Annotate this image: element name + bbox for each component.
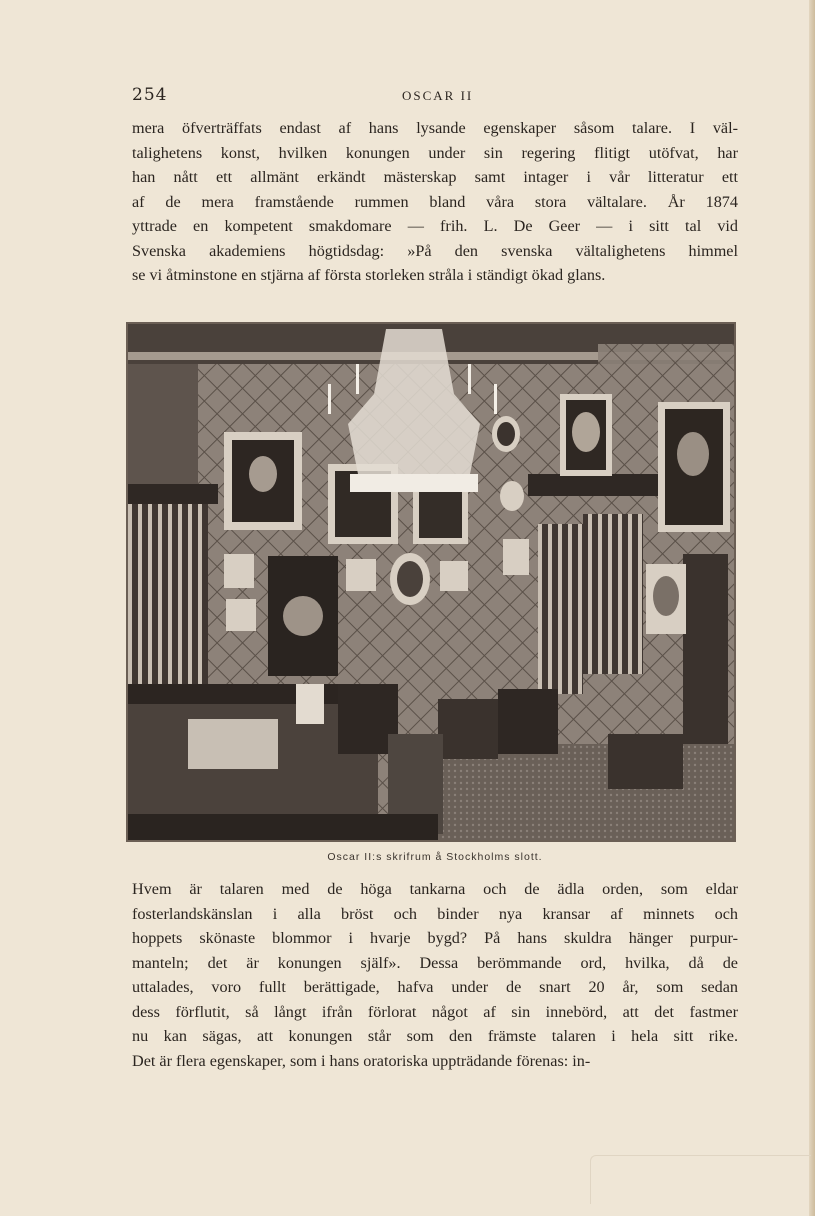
text-line: han nått ett allmänt erkändt mästerskap samt intager i vår litteratur ett: [132, 168, 738, 186]
page-header: [132, 85, 738, 107]
text-line: Hvem är talaren med de höga tankarna och de ädla orden, som eldar: [132, 880, 738, 898]
paragraph-bottom: [132, 877, 738, 1073]
page-corner-mark: [590, 1155, 811, 1204]
running-title: OSCAR II: [402, 88, 474, 103]
text-line: Svenska akademiens högtidsdag: »På den svenska vältalighetens himmel: [132, 241, 738, 260]
text-line: uttalades, voro fullt berättigade, hafva under de snart 20 år, som sedan: [132, 978, 738, 996]
text-line: manteln; det är konungen själf». Dessa berömmande ord, hvilka, då de: [132, 953, 738, 972]
paragraph-top: [132, 116, 738, 288]
text-line: nu kan sägas, att konungen står som den främste talaren i hela sitt rike.: [132, 1027, 738, 1045]
text-line: mera öfverträffats endast af hans lysande egenskaper såsom talare. I väl-: [132, 119, 738, 137]
text-line: hoppets skönaste blommor i hvarje bygd? På hans skuldra hänger purpur-: [132, 929, 738, 947]
text-line: yttrade en kompetent smakdomare — frih. L. De Geer — i sitt tal vid: [132, 217, 738, 235]
text-line: fosterlandskänslan i alla bröst och binder nya kransar af minnets och: [132, 904, 738, 923]
text-line: talighetens konst, hvilken konungen under sin regering flitigt utöfvat, har: [132, 143, 738, 162]
room-photograph: [126, 322, 736, 842]
room-photograph-drawing: [128, 324, 734, 840]
text-line: af de mera framstående rummen bland våra stora vältalare. År 1874: [132, 192, 738, 211]
page-number: 254: [132, 85, 168, 105]
text-line: dess förflutit, så långt ifrån förlorat något af sin innebörd, att det fastmer: [132, 1002, 738, 1021]
text-line: se vi åtminstone en stjärna af första storleken stråla i ständigt ökad glans.: [132, 266, 606, 284]
figure-caption: Oscar II:s skrifrum å Stockholms slott.: [327, 851, 543, 863]
text-line: Det är flera egenskaper, som i hans oratoriska uppträdande förenas: in-: [132, 1051, 591, 1070]
page-edge: [809, 0, 815, 1216]
